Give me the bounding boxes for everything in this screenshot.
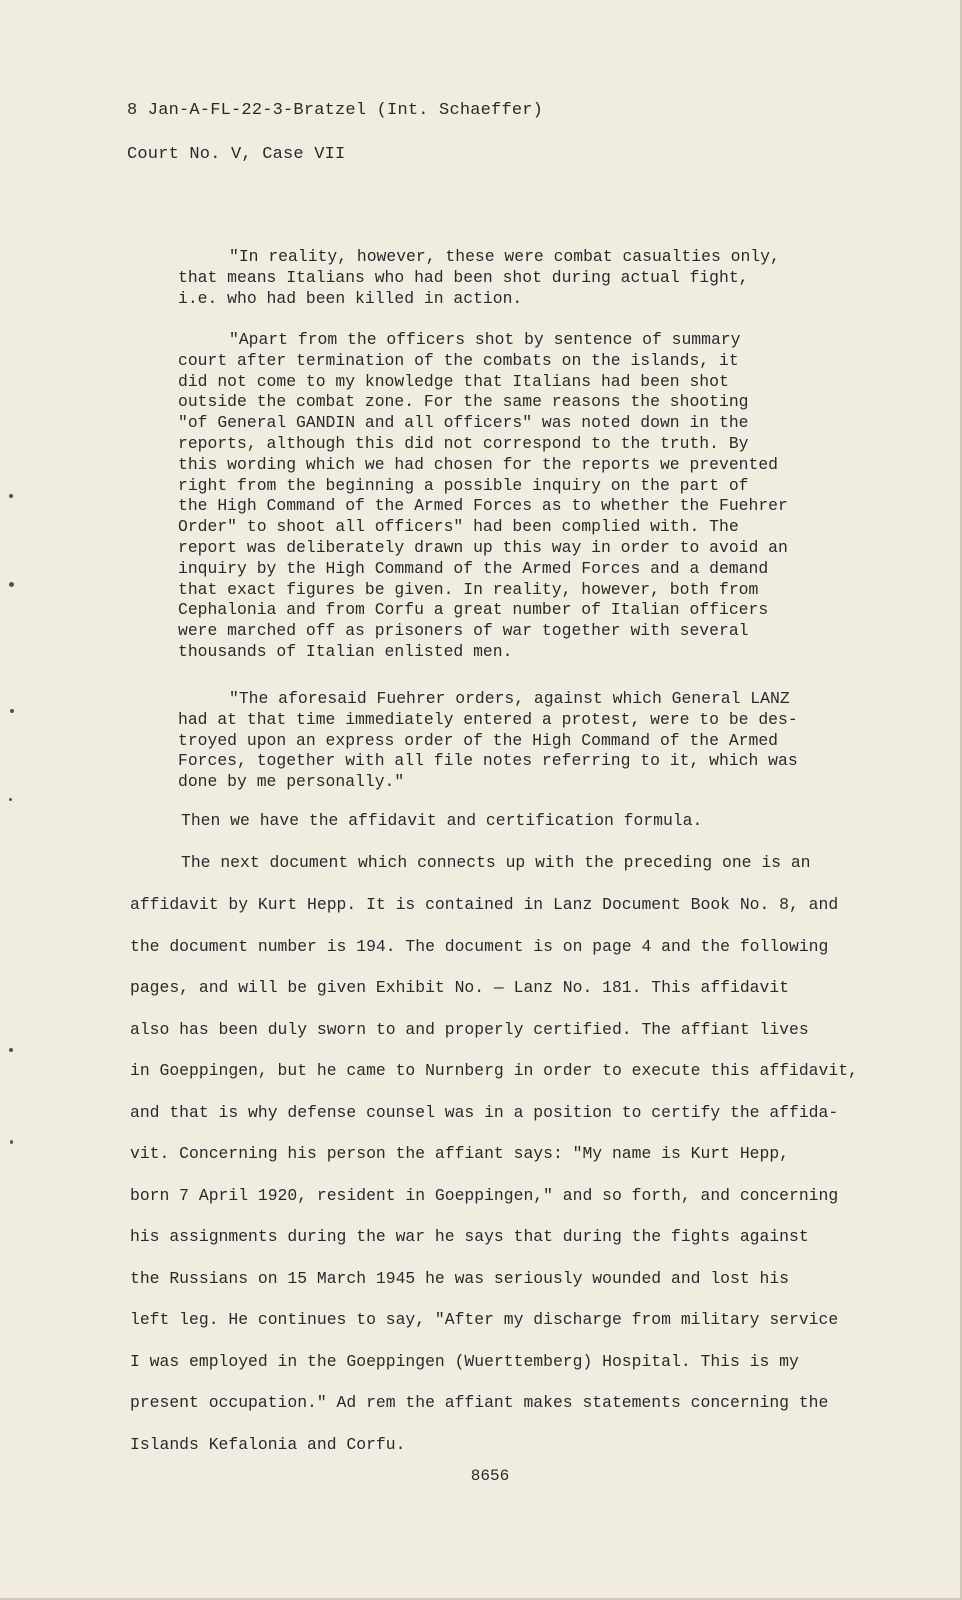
- quote-line: Forces, together with all file notes referring to it, which was: [178, 751, 798, 771]
- quote-line: Cephalonia and from Corfu a great number of Italian officers: [178, 600, 769, 620]
- document-reference: 8 Jan-A-FL-22-3-Bratzel (Int. Schaeffer): [127, 101, 544, 120]
- quote-line: i.e. who had been killed in action.: [178, 288, 523, 308]
- quote-line: "Apart from the officers shot by sentence of summary: [229, 330, 741, 349]
- quote-paragraph-3: [178, 689, 828, 793]
- quote-paragraph-1: [178, 247, 828, 309]
- scan-speck: [9, 582, 14, 587]
- body-line: left leg. He continues to say, "After my discharge from military service: [130, 1310, 839, 1329]
- body-line: present occupation." Ad rem the affiant makes statements concerning the: [130, 1393, 829, 1412]
- quote-line: inquiry by the High Command of the Armed Forces and a demand: [178, 558, 769, 578]
- scan-speck: [9, 494, 13, 498]
- affidavit-statement: Then we have the affidavit and certification formula.: [181, 811, 703, 830]
- quote-line: Order" to shoot all officers" had been complied with. The: [178, 517, 739, 537]
- quote-line: "The aforesaid Fuehrer orders, against which General LANZ: [229, 689, 790, 708]
- quote-line: thousands of Italian enlisted men.: [178, 641, 513, 661]
- body-first-line: The next document which connects up with the preceding one is an: [181, 853, 811, 872]
- body-line: I was employed in the Goeppingen (Wuerttemberg) Hospital. This is my: [130, 1351, 799, 1371]
- body-line: and that is why defense counsel was in a position to certify the affida-: [130, 1102, 839, 1122]
- quote-line: court after termination of the combats on the islands, it: [178, 350, 739, 370]
- quote-paragraph-2: [178, 330, 828, 663]
- court-case-line: Court No. V, Case VII: [127, 145, 346, 164]
- body-paragraph: [130, 884, 910, 1465]
- quote-line: were marched off as prisoners of war together with several: [178, 621, 749, 641]
- quote-line: had at that time immediately entered a protest, were to be des-: [178, 709, 798, 729]
- quote-line: that exact figures be given. In reality, however, both from: [178, 579, 759, 599]
- quote-line: right from the beginning a possible inquiry on the part of: [178, 475, 749, 495]
- scan-speck: [10, 709, 14, 713]
- body-line: born 7 April 1920, resident in Goeppingen," and so forth, and concerning: [130, 1185, 839, 1205]
- quote-line: that means Italians who had been shot during actual fight,: [178, 267, 749, 287]
- body-line: also has been duly sworn to and properly certified. The affiant lives: [130, 1019, 809, 1039]
- quote-line: "of General GANDIN and all officers" was noted down in the: [178, 413, 749, 433]
- body-line: pages, and will be given Exhibit No. — Lanz No. 181. This affidavit: [130, 978, 790, 997]
- body-line: affidavit by Kurt Hepp. It is contained in Lanz Document Book No. 8, and: [130, 895, 839, 914]
- body-line: the Russians on 15 March 1945 he was seriously wounded and lost his: [130, 1268, 790, 1288]
- quote-line: done by me personally.": [178, 772, 405, 792]
- scan-speck: [10, 1140, 13, 1144]
- quote-line: "In reality, however, these were combat casualties only,: [229, 247, 780, 266]
- body-line: his assignments during the war he says that during the fights against: [130, 1227, 809, 1246]
- body-line: vit. Concerning his person the affiant says: "My name is Kurt Hepp,: [130, 1144, 790, 1163]
- page-number: 8656: [470, 1467, 510, 1485]
- scan-speck: [9, 798, 12, 801]
- quote-line: reports, although this did not correspond to the truth. By: [178, 433, 749, 453]
- scan-speck: [9, 1048, 13, 1052]
- quote-line: troyed upon an express order of the High Command of the Armed: [178, 730, 778, 750]
- quote-line: did not come to my knowledge that Italians had been shot: [178, 371, 729, 391]
- quote-line: the High Command of the Armed Forces as to whether the Fuehrer: [178, 496, 788, 516]
- body-line: Islands Kefalonia and Corfu.: [130, 1434, 406, 1454]
- quote-line: outside the combat zone. For the same reasons the shooting: [178, 392, 749, 412]
- body-line: the document number is 194. The document is on page 4 and the following: [130, 936, 829, 956]
- body-line: in Goeppingen, but he came to Nurnberg in order to execute this affidavit,: [130, 1061, 858, 1080]
- quote-line: this wording which we had chosen for the reports we prevented: [178, 454, 778, 474]
- quote-line: report was deliberately drawn up this way in order to avoid an: [178, 537, 788, 557]
